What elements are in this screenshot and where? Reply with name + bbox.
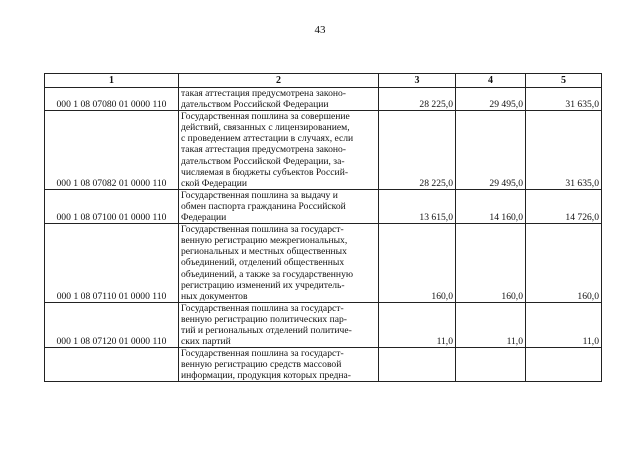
table-row xyxy=(45,111,602,190)
amount-v5: 160,0 xyxy=(526,224,602,303)
table-row xyxy=(45,302,602,347)
revenue-name-line: ской Федерации xyxy=(181,177,248,189)
budget-classification-code xyxy=(45,348,179,382)
revenue-name-line: регистрацию изменений их учредитель- xyxy=(181,279,345,291)
revenue-name-line: Государственная пошлина за государст- xyxy=(181,224,344,236)
revenue-name-line: обмен паспорта гражданина Российской xyxy=(181,200,346,212)
revenue-name xyxy=(179,348,379,382)
revenue-name-line: объединений, отделений общественных xyxy=(181,257,345,269)
amount-v4: 29 495,0 xyxy=(456,88,526,111)
amount-v4: 29 495,0 xyxy=(456,111,526,190)
column-header-2: 2 xyxy=(179,74,379,88)
revenue-name xyxy=(179,302,379,347)
table-row xyxy=(45,224,602,303)
table-row xyxy=(45,348,602,382)
revenue-name-line: ных документов xyxy=(181,290,248,302)
revenue-name xyxy=(179,189,379,223)
revenue-name-line: Федерации xyxy=(181,212,227,224)
amount-v5 xyxy=(526,348,602,382)
revenue-name-line: венную регистрацию межрегиональных, xyxy=(181,235,348,247)
revenue-name-line: дательством Российской Федерации, за- xyxy=(181,155,345,167)
column-header-5: 5 xyxy=(526,74,602,88)
table-row xyxy=(45,189,602,223)
revenue-name-line: с проведением аттестации в случаях, если xyxy=(181,133,354,145)
table-header-row xyxy=(45,74,602,88)
amount-v4 xyxy=(456,348,526,382)
revenue-name xyxy=(179,224,379,303)
amount-v3: 11,0 xyxy=(379,302,456,347)
amount-v3: 28 225,0 xyxy=(379,88,456,111)
budget-classification-code: 000 1 08 07100 01 0000 110 xyxy=(45,189,179,223)
revenue-name-line: Государственная пошлина за государст- xyxy=(181,348,344,360)
revenue-name-line: Государственная пошлина за государст- xyxy=(181,302,344,314)
amount-v5: 31 635,0 xyxy=(526,111,602,190)
amount-v5: 31 635,0 xyxy=(526,88,602,111)
amount-v4: 160,0 xyxy=(456,224,526,303)
page-bottom-margin xyxy=(0,430,640,453)
revenue-name-line: Государственная пошлина за совершение xyxy=(181,111,350,123)
budget-classification-code: 000 1 08 07080 01 0000 110 xyxy=(45,88,179,111)
amount-v4: 14 160,0 xyxy=(456,189,526,223)
revenue-name-line: такая аттестация предусмотрена законо- xyxy=(181,88,346,99)
revenue-name-line: дательством Российской Федерации xyxy=(181,99,329,111)
revenue-name-line: числяемая в бюджеты субъектов Россий- xyxy=(181,166,349,178)
revenue-name-line: Государственная пошлина за выдачу и xyxy=(181,189,338,201)
column-header-4: 4 xyxy=(456,74,526,88)
budget-classification-code: 000 1 08 07082 01 0000 110 xyxy=(45,111,179,190)
revenue-name-line: ских партий xyxy=(181,336,231,348)
revenue-name-line: объединений, а также за государственную xyxy=(181,268,354,280)
amount-v3: 28 225,0 xyxy=(379,111,456,190)
revenue-name xyxy=(179,88,379,111)
column-header-3: 3 xyxy=(379,74,456,88)
revenue-name xyxy=(179,111,379,190)
budget-table xyxy=(44,73,602,382)
amount-v3: 13 615,0 xyxy=(379,189,456,223)
amount-v3 xyxy=(379,348,456,382)
amount-v3: 160,0 xyxy=(379,224,456,303)
revenue-name-line: действий, связанных с лицензированием, xyxy=(181,122,350,134)
budget-classification-code: 000 1 08 07120 01 0000 110 xyxy=(45,302,179,347)
amount-v5: 11,0 xyxy=(526,302,602,347)
table-row xyxy=(45,88,602,111)
revenue-name-line: такая аттестация предусмотрена законо- xyxy=(181,144,346,156)
amount-v4: 11,0 xyxy=(456,302,526,347)
revenue-name-line: тий и региональных отделений политиче- xyxy=(181,324,352,336)
amount-v5: 14 726,0 xyxy=(526,189,602,223)
page-number: 43 xyxy=(314,24,326,36)
revenue-name-line: региональных и местных общественных xyxy=(181,246,347,258)
revenue-name-line: венную регистрацию политических пар- xyxy=(181,313,347,325)
column-header-1: 1 xyxy=(45,74,179,88)
budget-classification-code: 000 1 08 07110 01 0000 110 xyxy=(45,224,179,303)
revenue-name-line: информации, продукция которых предна- xyxy=(181,370,351,382)
revenue-name-line: венную регистрацию средств массовой xyxy=(181,359,342,371)
